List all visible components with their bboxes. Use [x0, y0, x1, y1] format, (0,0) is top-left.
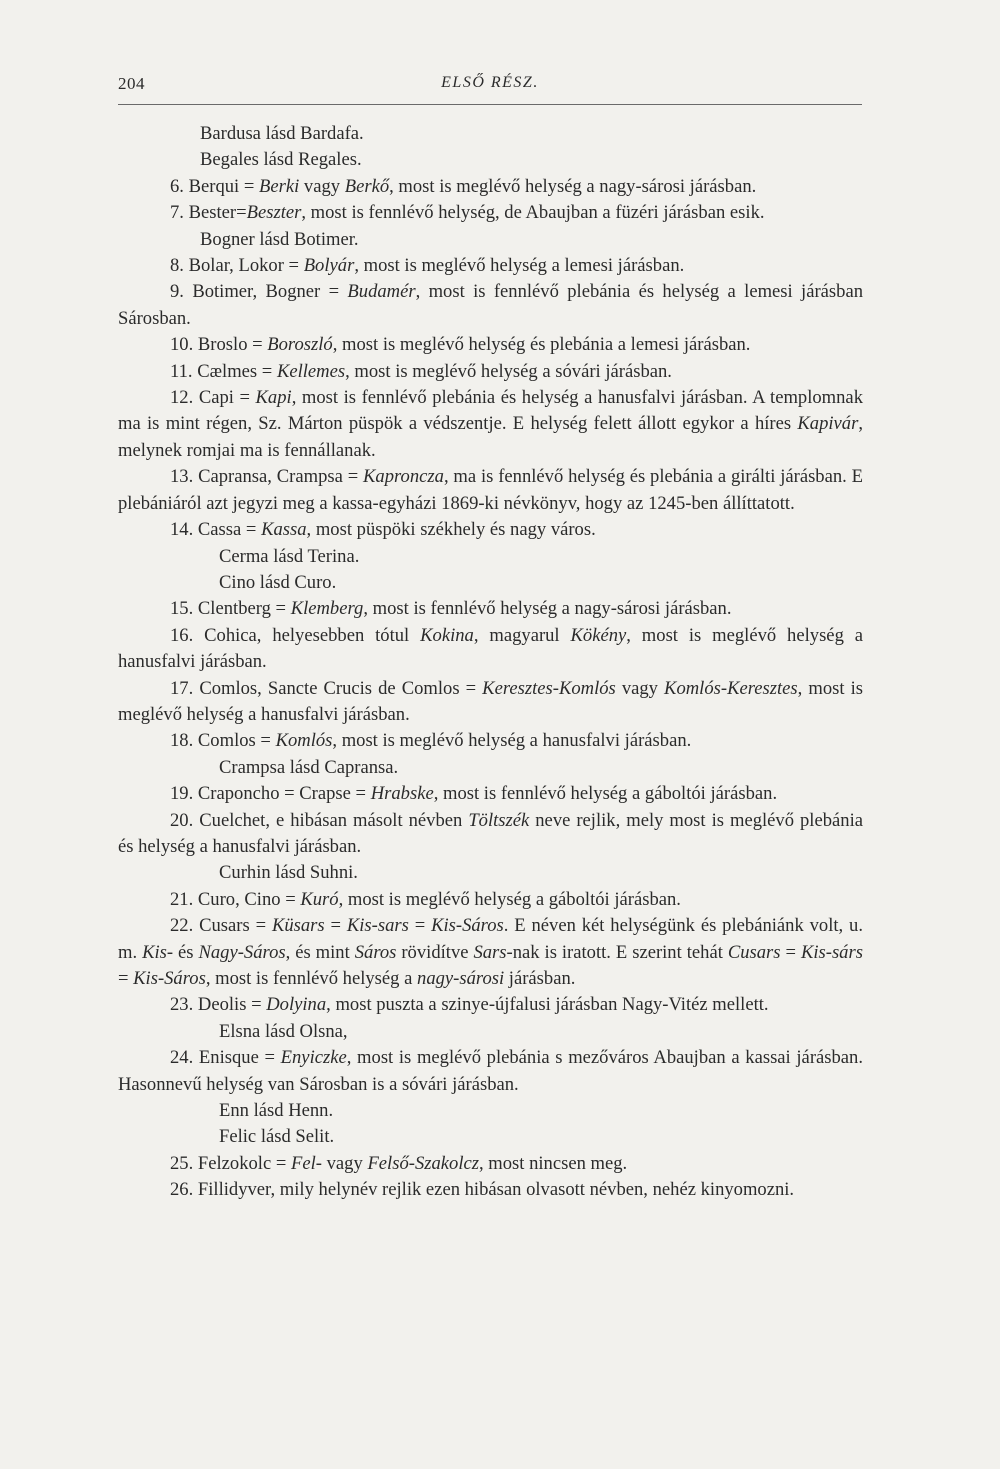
entry-text: Cusars = Küsars = Kis-sars = Kis-Sáros. E néven két helységünk és plebániánk volt, u. m. Kis- és Nagy-Sáros, és mint Sáros rövidítve Sars-nak is iratott. E szerint tehát Cusars = Kis-sárs = Kis-Sáros, most is fennlévő helység a nagy-sárosi járásban. — [118, 915, 863, 989]
entry-number: 15. — [170, 598, 194, 620]
numbered-entry — [118, 174, 863, 200]
entry-number: 18. — [170, 730, 194, 752]
cross-reference-text: Felic lásd Selit. — [219, 1126, 335, 1148]
entry-number: 17. — [170, 677, 194, 699]
cross-reference-text: Crampsa lásd Capransa. — [219, 756, 399, 778]
entry-number: 25. — [170, 1152, 194, 1174]
cross-reference — [118, 1124, 863, 1150]
entry-text: Bolar, Lokor = Bolyár, most is meglévő helység a lemesi járásban. — [188, 255, 685, 277]
cross-reference-text: Elsna lásd Olsna, — [219, 1020, 348, 1042]
entry-text: Craponcho = Crapse = Hrabske, most is fennlévő helység a gáboltói járásban. — [197, 783, 778, 805]
entry-text: Bester=Beszter, most is fennlévő helység, de Abaujban a füzéri járásban esik. — [188, 202, 765, 224]
entry-number: 8. — [170, 255, 184, 277]
numbered-entry — [118, 913, 863, 992]
numbered-entry — [118, 517, 863, 543]
entry-number: 12. — [170, 387, 194, 409]
entry-text: Broslo = Boroszló, most is meglévő helység és plebánia a lemesi járásban. — [197, 334, 751, 356]
numbered-entry — [118, 332, 863, 358]
entry-number: 16. — [170, 624, 194, 646]
entry-number: 22. — [170, 915, 194, 937]
entry-text: Deolis = Dolyina, most puszta a szinye-újfalusi járásban Nagy-Vitéz mellett. — [197, 994, 769, 1016]
cross-reference — [118, 860, 863, 886]
entry-text: Cuelchet, e hibásan másolt névben Töltszék neve rejlik, mely most is meglévő plebánia és helység a hanusfalvi járásban. — [118, 809, 863, 857]
entry-text: Capi = Kapi, most is fennlévő plebánia és helység a hanusfalvi járásban. A templomnak ma is mint régen, Sz. Márton püspök a védszentje. E helység felett állott egykor a híres Kapivár, melynek romjai ma is fennállanak. — [118, 387, 863, 461]
cross-reference — [118, 544, 863, 570]
numbered-entry — [118, 253, 863, 279]
cross-reference-text: Curhin lásd Suhni. — [219, 862, 358, 884]
cross-reference-text: Begales lásd Regales. — [200, 149, 362, 171]
numbered-entry — [118, 596, 863, 622]
entry-number: 14. — [170, 519, 194, 541]
entry-text: Curo, Cino = Kuró, most is meglévő helység a gáboltói járásban. — [197, 888, 681, 910]
numbered-entry — [118, 781, 863, 807]
entry-number: 24. — [170, 1047, 194, 1069]
numbered-entry — [118, 808, 863, 861]
entry-text: Clentberg = Klemberg, most is fennlévő helység a nagy-sárosi járásban. — [197, 598, 732, 620]
page-number: 204 — [118, 74, 145, 93]
entry-text: Cassa = Kassa, most püspöki székhely és nagy város. — [197, 519, 596, 541]
entry-number: 7. — [170, 202, 184, 224]
numbered-entry — [118, 279, 863, 332]
numbered-entry — [118, 728, 863, 754]
entry-number: 21. — [170, 888, 194, 910]
page-body — [118, 121, 863, 1204]
numbered-entry — [118, 359, 863, 385]
entry-text: Fillidyver, mily helynév rejlik ezen hibásan olvasott névben, nehéz kinyomozni. — [197, 1179, 795, 1201]
numbered-entry — [118, 464, 863, 517]
numbered-entry — [118, 385, 863, 464]
cross-reference — [118, 121, 863, 147]
cross-reference — [118, 1019, 863, 1045]
entry-text: Botimer, Bogner = Budamér, most is fennlévő plebánia és helység a lemesi járásban Sárosban. — [118, 281, 863, 329]
entry-text: Cælmes = Kellemes, most is meglévő helység a sóvári járásban. — [197, 360, 672, 382]
entry-text: Berqui = Berki vagy Berkő, most is meglévő helység a nagy-sárosi járásban. — [188, 175, 757, 197]
entry-number: 6. — [170, 175, 184, 197]
cross-reference-text: Cino lásd Curo. — [219, 571, 337, 593]
entry-text: Comlos, Sancte Crucis de Comlos = Keresztes-Komlós vagy Komlós-Keresztes, most is meglévő helység a hanusfalvi járásban. — [118, 677, 863, 725]
entry-number: 10. — [170, 334, 194, 356]
entry-text: Felzokolc = Fel- vagy Felső-Szakolcz, most nincsen meg. — [197, 1152, 628, 1174]
numbered-entry — [118, 676, 863, 729]
running-head: ELSŐ RÉSZ. — [441, 74, 539, 91]
numbered-entry — [118, 1177, 863, 1203]
cross-reference — [118, 147, 863, 173]
cross-reference — [118, 1098, 863, 1124]
entry-number: 9. — [170, 281, 184, 303]
entry-text: Cohica, helyesebben tótul Kokina, magyarul Kökény, most is meglévő helység a hanusfalvi járásban. — [118, 624, 864, 673]
entry-number: 23. — [170, 994, 194, 1016]
entry-text: Comlos = Komlós, most is meglévő helység a hanusfalvi járásban. — [197, 730, 692, 752]
cross-reference-text: Cerma lásd Terina. — [219, 545, 360, 567]
cross-reference-text: Bardusa lásd Bardafa. — [200, 123, 364, 144]
entry-number: 11. — [170, 360, 193, 382]
page-header — [118, 74, 862, 105]
entry-text: Enisque = Enyiczke, most is meglévő plebánia s mezőváros Abaujban a kassai járásban. Hasonnevű helység van Sárosban is a sóvári járásban. — [118, 1047, 863, 1095]
numbered-entry — [118, 887, 863, 913]
numbered-entry — [118, 1151, 863, 1177]
numbered-entry — [118, 623, 863, 676]
cross-reference — [118, 227, 863, 253]
cross-reference-text: Bogner lásd Botimer. — [200, 228, 359, 250]
entry-text: Capransa, Crampsa = Kaproncza, ma is fennlévő helység és plebánia a girálti járásban. E plebániáról azt jegyzi meg a kassa-egyházi 1869-ki névkönyv, hogy az 1245-ben állíttatott. — [118, 466, 863, 514]
numbered-entry — [118, 992, 863, 1018]
numbered-entry — [118, 200, 863, 226]
numbered-entry — [118, 1045, 863, 1098]
entry-number: 19. — [170, 783, 194, 805]
cross-reference — [118, 755, 863, 781]
cross-reference — [118, 570, 863, 596]
entry-number: 13. — [170, 466, 194, 488]
entry-number: 26. — [170, 1179, 194, 1201]
cross-reference-text: Enn lásd Henn. — [219, 1100, 334, 1122]
entry-number: 20. — [170, 809, 194, 831]
